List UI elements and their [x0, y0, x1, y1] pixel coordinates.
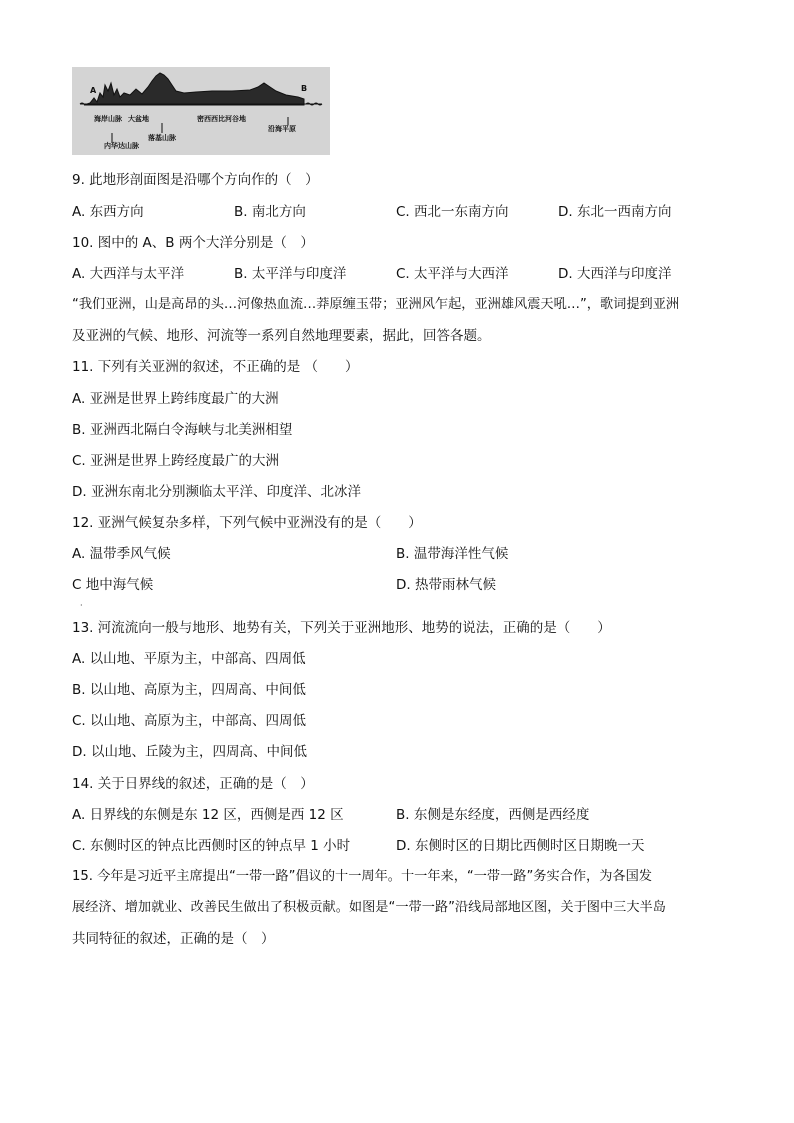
q13-option-d: D. 以山地、丘陵为主，四周高、中间低	[72, 744, 307, 760]
q10-option-d: D. 大西洋与印度洋	[558, 266, 672, 282]
q13-stem: 13. 河流流向一般与地形、地势有关，下列关于亚洲地形、地势的说法，正确的是（ ）	[72, 620, 611, 636]
q9-option-c: C. 西北一东南方向	[396, 204, 509, 220]
q12-option-c: C 地中海气候	[72, 577, 154, 593]
q14-option-c: C. 东侧时区的钟点比西侧时区的钟点早 1 小时	[72, 838, 351, 854]
terrain-profile-figure	[72, 67, 330, 155]
q10-option-a: A. 大西洋与太平洋	[72, 266, 185, 282]
label-b: B	[301, 84, 308, 93]
q9-option-b: B. 南北方向	[234, 204, 306, 220]
stray-dot: ·	[80, 601, 83, 610]
intro-line-1: “我们亚洲，山是高昂的头…河像热血流…莽原缠玉带；亚洲风乍起，亚洲雄风震天吼…”，歌词提到亚洲	[72, 297, 680, 312]
q11-option-d: D. 亚洲东南北分别濒临太平洋、印度洋、北冰洋	[72, 484, 361, 500]
label-great-basin: 大盆地	[128, 115, 149, 123]
label-a: A	[90, 86, 97, 95]
label-coastal-range: 海岸山脉	[94, 115, 122, 123]
q11-option-a: A. 亚洲是世界上跨纬度最广的大洲	[72, 391, 279, 407]
q15-line-1: 15. 今年是习近平主席提出“一带一路”倡议的十一周年。十一年来，“一带一路”务实合作，为各国发	[72, 869, 652, 884]
q11-option-b: B. 亚洲西北隔白令海峡与北美洲相望	[72, 422, 293, 438]
intro-line-2: 及亚洲的气候、地形、河流等一系列自然地理要素，据此，回答各题。	[72, 328, 491, 344]
q11-option-c: C. 亚洲是世界上跨经度最广的大洲	[72, 453, 280, 469]
q14-option-b: B. 东侧是东经度，西侧是西经度	[396, 807, 590, 823]
q12-stem: 12. 亚洲气候复杂多样，下列气候中亚洲没有的是（ ）	[72, 515, 422, 531]
q10-option-c: C. 太平洋与大西洋	[396, 266, 509, 282]
label-nevada: 内华达山脉	[104, 142, 139, 150]
q15-line-3: 共同特征的叙述，正确的是（ ）	[72, 931, 275, 947]
q12-option-b: B. 温带海洋性气候	[396, 546, 509, 562]
q10-stem: 10. 图中的 A、B 两个大洋分别是（ ）	[72, 235, 314, 251]
terrain-profile-shape	[84, 73, 304, 105]
q14-option-a: A. 日界线的东侧是东 12 区，西侧是西 12 区	[72, 807, 344, 823]
q14-stem: 14. 关于日界线的叙述，正确的是（ ）	[72, 776, 314, 792]
q11-stem: 11. 下列有关亚洲的叙述，不正确的是 （ ）	[72, 359, 359, 375]
q13-option-c: C. 以山地、高原为主，中部高、四周低	[72, 713, 307, 729]
label-coastal-plain: 沿海平原	[268, 125, 296, 133]
q12-option-a: A. 温带季风气候	[72, 546, 171, 562]
q9-option-a: A. 东西方向	[72, 204, 144, 220]
label-mississippi: 密西西比河谷地	[197, 115, 246, 123]
q12-option-d: D. 热带雨林气候	[396, 577, 496, 593]
q13-option-b: B. 以山地、高原为主，四周高、中间低	[72, 682, 306, 698]
q13-option-a: A. 以山地、平原为主，中部高、四周低	[72, 651, 306, 667]
q10-option-b: B. 太平洋与印度洋	[234, 266, 347, 282]
q14-option-d: D. 东侧时区的日期比西侧时区日期晚一天	[396, 838, 645, 854]
q9-option-d: D. 东北一西南方向	[558, 204, 672, 220]
label-rocky: 落基山脉	[148, 134, 176, 142]
q9-stem: 9. 此地形剖面图是沿哪个方向作的（ ）	[72, 172, 319, 188]
q15-line-2: 展经济、增加就业、改善民生做出了积极贡献。如图是“一带一路”沿线局部地区图，关于图中三大半岛	[72, 900, 666, 915]
